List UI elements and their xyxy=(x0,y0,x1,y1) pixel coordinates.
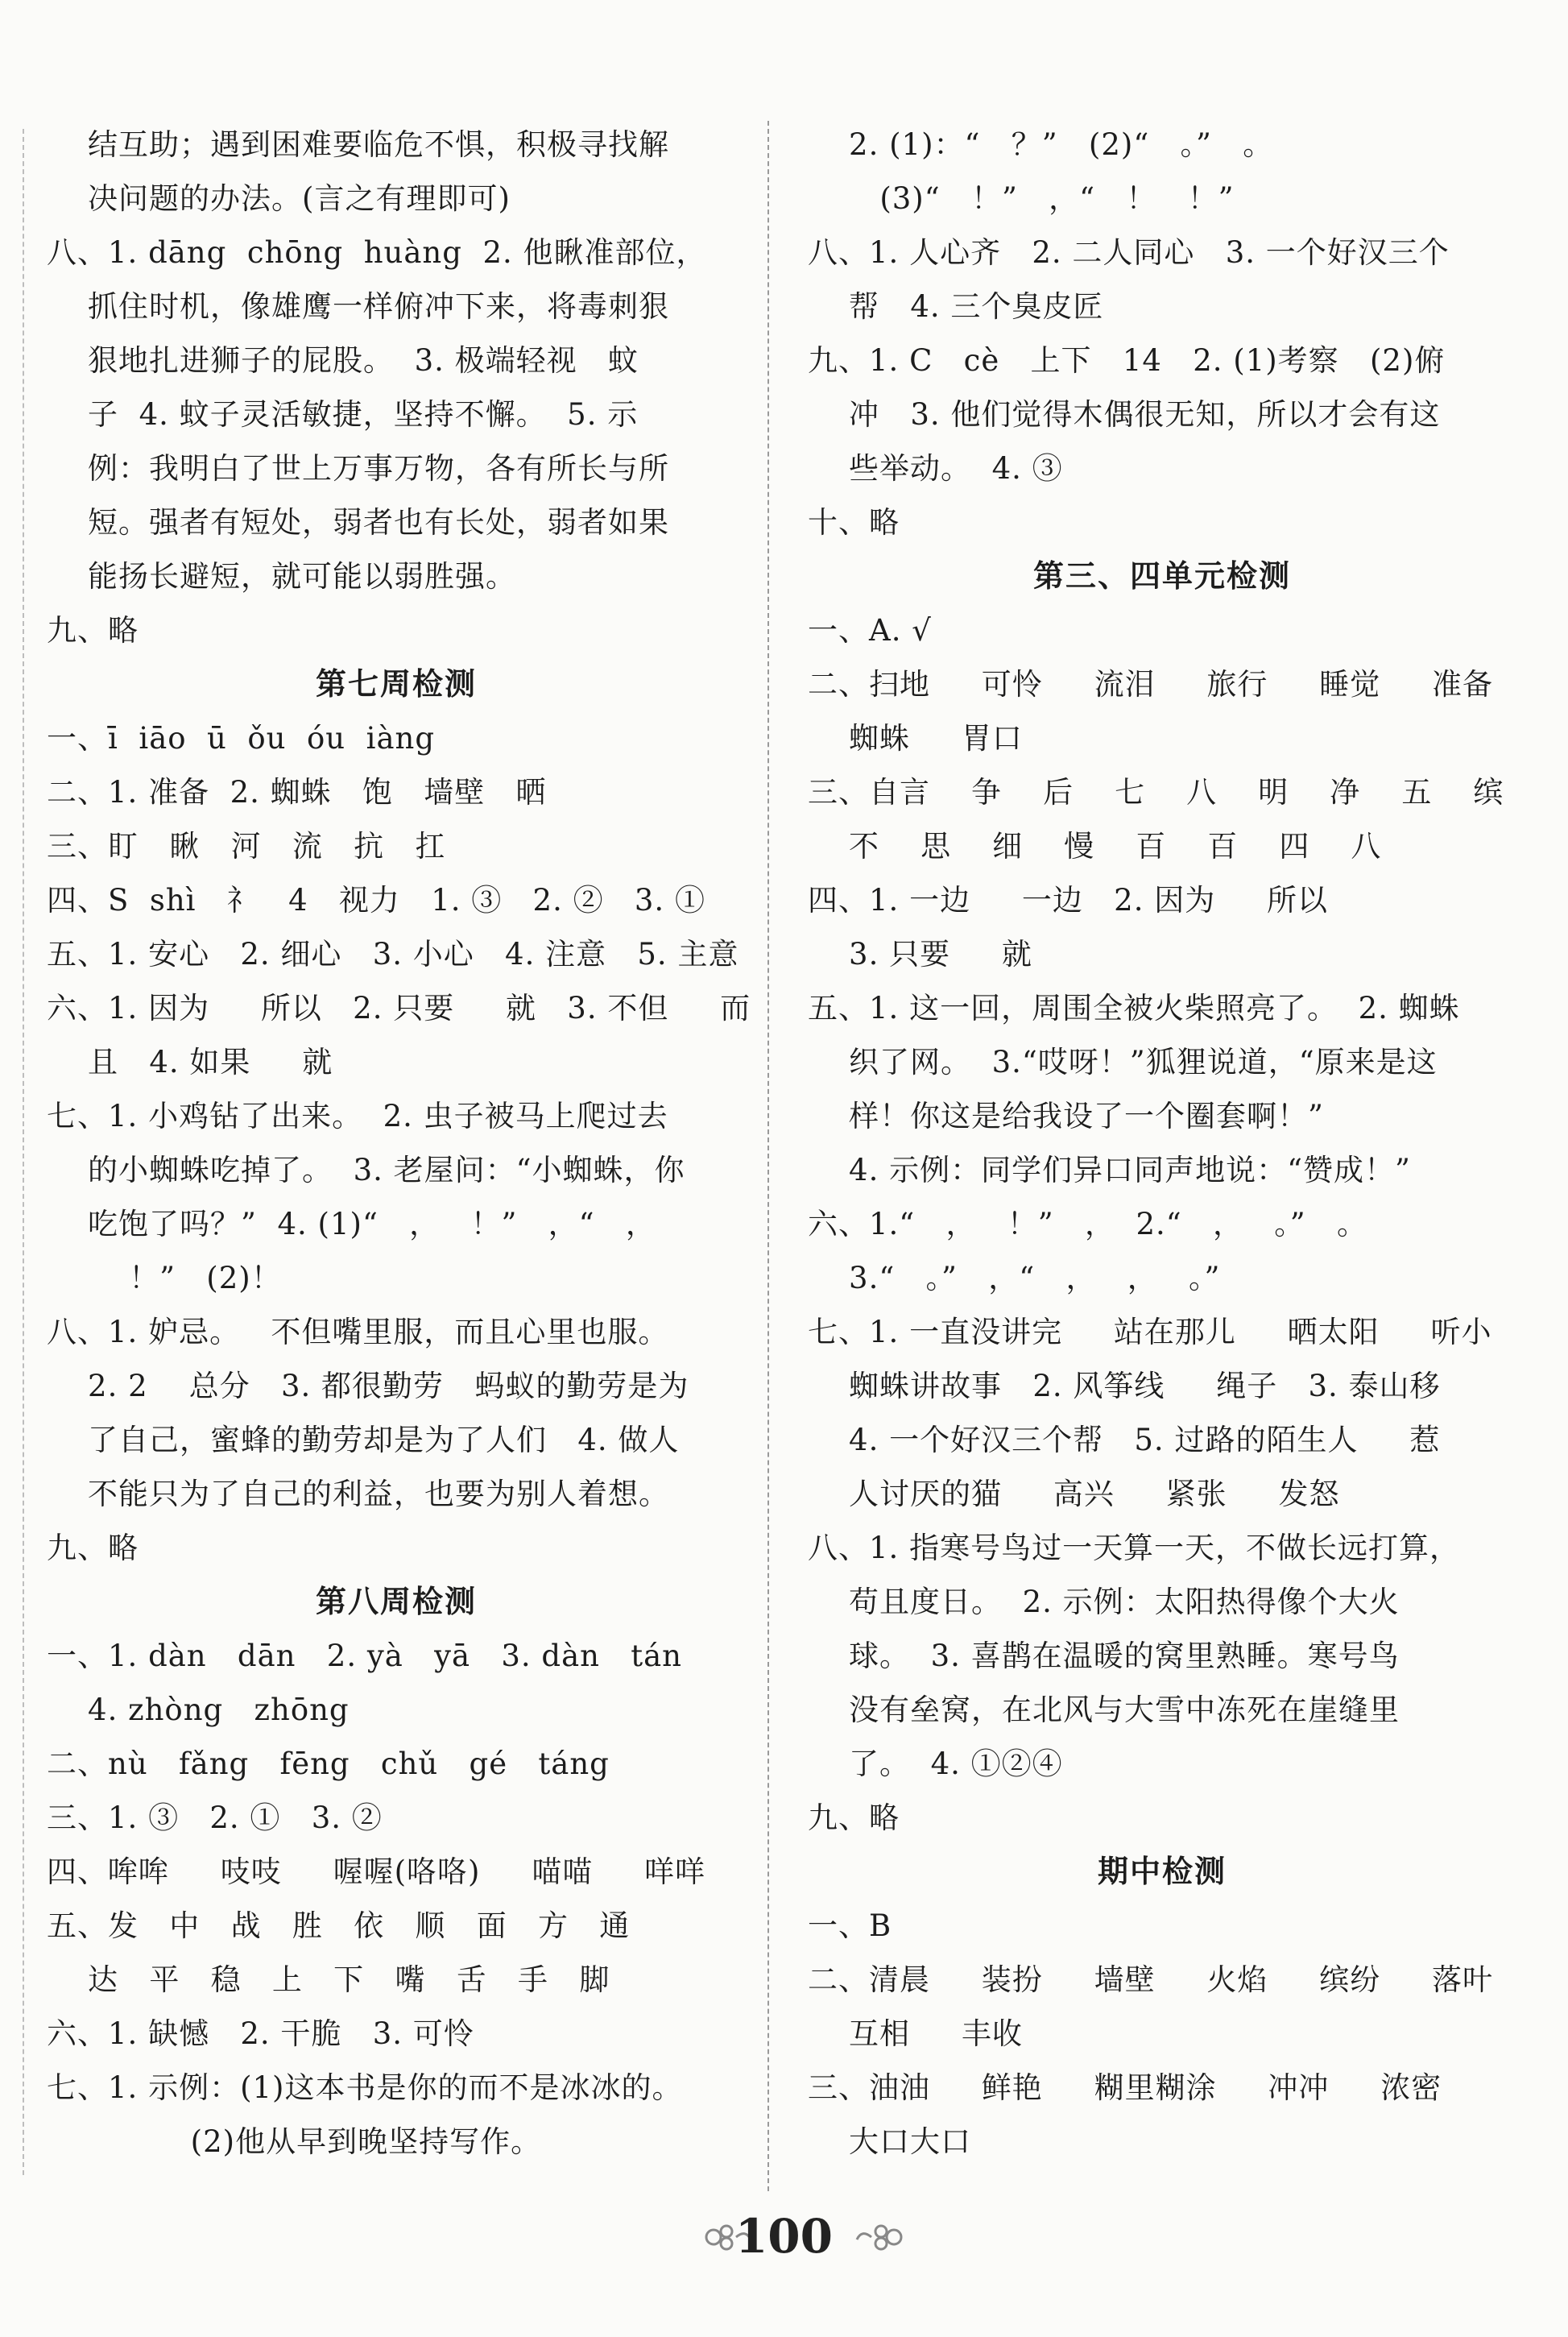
answer-line: 四、1. 一边 一边 2. 因为 所以 xyxy=(808,883,1329,918)
answer-line: 二、清晨 装扮 墙壁 火焰 缤纷 落叶 xyxy=(808,1962,1494,1997)
answer-line: 蜘蛛 胃口 xyxy=(808,721,1023,756)
section-heading: 第八周检测 xyxy=(315,1584,477,1619)
answer-line: 十、略 xyxy=(808,505,900,540)
answer-line: 4. zhòng zhōng xyxy=(47,1693,350,1727)
answer-line: 结互助；遇到困难要临危不惧，积极寻找解 xyxy=(47,127,670,162)
answer-line: 冲 3. 他们觉得木偶很无知，所以才会有这 xyxy=(808,397,1441,432)
answer-line: 人讨厌的猫 高兴 紧张 发怒 xyxy=(808,1477,1340,1511)
binding-margin-line xyxy=(23,129,24,2175)
answer-line: (2)他从早到晚坚持写作。 xyxy=(47,2124,542,2159)
answer-line: 一、ī iāo ū ǒu óu iàng xyxy=(47,721,436,756)
answer-line: 一、1. dàn dān 2. yà yā 3. dàn tán xyxy=(47,1639,683,1673)
answer-line: 了。 4. ①②④ xyxy=(808,1747,1063,1781)
answer-line: 二、nù fǎng fēng chǔ gé táng xyxy=(47,1747,610,1781)
answer-line: 一、B xyxy=(808,1908,892,1943)
answer-line: 织了网。 3.“哎呀！”狐狸说道，“原来是这 xyxy=(808,1045,1438,1079)
answer-line: 2. 2 总分 3. 都很勤劳 蚂蚁的勤劳是为 xyxy=(47,1369,689,1403)
answer-line: 六、1.“ ， ！” ， 2.“ ， 。” 。 xyxy=(808,1207,1367,1241)
answer-line: 的小蜘蛛吃掉了。 3. 老屋问：“小蜘蛛，你 xyxy=(47,1153,685,1187)
answer-line: 一、A. √ xyxy=(808,613,932,648)
answer-line: 决问题的办法。(言之有理即可) xyxy=(47,181,511,216)
answer-line: 能扬长避短，就可能以弱胜强。 xyxy=(47,559,517,594)
answer-line: 蜘蛛讲故事 2. 风筝线 绳子 3. 泰山移 xyxy=(808,1369,1441,1403)
answer-line: 二、扫地 可怜 流泪 旅行 睡觉 准备 xyxy=(808,667,1494,702)
answer-line: 八、1. dāng chōng huàng 2. 他瞅准部位， xyxy=(47,235,707,270)
answer-line: 七、1. 小鸡钻了出来。 2. 虫子被马上爬过去 xyxy=(47,1099,668,1133)
right-answer-column xyxy=(808,118,1516,2169)
answer-line: 八、1. 妒忌。 不但嘴里服，而且心里也服。 xyxy=(47,1315,669,1349)
answer-line: 2. (1)：“ ？” (2)“ 。” 。 xyxy=(808,127,1274,162)
answer-line: 四、S shì 礻 4 视力 1. ③ 2. ② 3. ① xyxy=(47,883,705,918)
answer-line: 例：我明白了世上万事万物，各有所长与所 xyxy=(47,451,670,486)
answer-line: 九、略 xyxy=(47,1531,139,1565)
answer-line: 吃饱了吗？” 4. (1)“ ， ！” ，“ ， xyxy=(47,1207,656,1241)
answer-line: 3.“ 。” ，“ ， ， 。” xyxy=(808,1261,1221,1295)
answer-line: 七、1. 示例：(1)这本书是你的而不是冰冰的。 xyxy=(47,2070,683,2105)
answer-line: 达 平 稳 上 下 嘴 舌 手 脚 xyxy=(47,1962,610,1997)
answer-line: 苟且度日。 2. 示例：太阳热得像个大火 xyxy=(808,1585,1400,1619)
answer-line: ！” (2)！ xyxy=(47,1261,282,1295)
answer-line: 抓住时机，像雄鹰一样俯冲下来，将毒刺狠 xyxy=(47,289,670,324)
answer-line: 样！你这是给我设了一个圈套啊！” xyxy=(808,1099,1324,1133)
answer-line: 五、1. 这一回，周围全被火柴照亮了。 2. 蜘蛛 xyxy=(808,991,1460,1026)
answer-line: 4. 一个好汉三个帮 5. 过路的陌生人 惹 xyxy=(808,1423,1441,1457)
answer-line: 九、略 xyxy=(47,613,139,648)
column-divider xyxy=(767,121,769,2191)
answer-line: 三、自言 争 后 七 八 明 净 五 缤 xyxy=(808,775,1504,810)
answer-line: 大口大口 xyxy=(808,2124,972,2159)
answer-line: (3)“ ！” ，“ ！ ！” xyxy=(808,181,1235,216)
answer-line: 五、发 中 战 胜 依 顺 面 方 通 xyxy=(47,1908,631,1943)
section-heading: 期中检测 xyxy=(1097,1854,1227,1889)
answer-line: 子 4. 蚊子灵活敏捷，坚持不懈。 5. 示 xyxy=(47,397,639,432)
left-answer-column xyxy=(47,118,751,2169)
answer-line: 三、油油 鲜艳 糊里糊涂 冲冲 浓密 xyxy=(808,2070,1442,2105)
answer-line: 二、1. 准备 2. 蜘蛛 饱 墙壁 晒 xyxy=(47,775,547,810)
answer-line: 六、1. 因为 所以 2. 只要 就 3. 不但 而 xyxy=(47,991,751,1026)
answer-line: 三、1. ③ 2. ① 3. ② xyxy=(47,1800,383,1835)
answer-line: 短。强者有短处，弱者也有长处，弱者如果 xyxy=(47,505,670,540)
answer-line: 且 4. 如果 就 xyxy=(47,1045,333,1079)
answer-line: 互相 丰收 xyxy=(808,2016,1023,2051)
answer-line: 不 思 细 慢 百 百 四 八 xyxy=(808,829,1382,864)
answer-line: 三、盯 瞅 河 流 抗 扛 xyxy=(47,829,446,864)
answer-line: 球。 3. 喜鹊在温暖的窝里熟睡。寒号鸟 xyxy=(808,1639,1400,1673)
section-heading: 第三、四单元检测 xyxy=(1032,558,1291,594)
answer-line: 七、1. 一直没讲完 站在那儿 晒太阳 听小 xyxy=(808,1315,1492,1349)
answer-line: 没有垒窝，在北风与大雪中冻死在崖缝里 xyxy=(808,1693,1400,1727)
answer-line: 些举动。 4. ③ xyxy=(808,451,1063,486)
answer-line: 4. 示例：同学们异口同声地说：“赞成！” xyxy=(808,1153,1411,1187)
answer-line: 四、哞哞 吱吱 喔喔(咯咯) 喵喵 咩咩 xyxy=(47,1854,706,1889)
answer-line: 了自己，蜜蜂的勤劳却是为了人们 4. 做人 xyxy=(47,1423,680,1457)
flower-ornament-icon xyxy=(854,2217,910,2257)
answer-line: 五、1. 安心 2. 细心 3. 小心 4. 注意 5. 主意 xyxy=(47,937,739,972)
answer-line: 九、1. C cè 上下 14 2. (1)考察 (2)俯 xyxy=(808,343,1446,378)
answer-line: 八、1. 人心齐 2. 二人同心 3. 一个好汉三个 xyxy=(808,235,1450,270)
answer-line: 3. 只要 就 xyxy=(808,937,1032,972)
answer-line: 不能只为了自己的利益，也要为别人着想。 xyxy=(47,1477,670,1511)
answer-line: 八、1. 指寒号鸟过一天算一天，不做长远打算， xyxy=(808,1531,1461,1565)
section-heading: 第七周检测 xyxy=(315,666,477,702)
answer-line: 九、略 xyxy=(808,1800,900,1835)
answer-line: 狠地扎进狮子的屁股。 3. 极端轻视 蚊 xyxy=(47,343,639,378)
page-number: 100 xyxy=(734,2209,834,2264)
answer-line: 帮 4. 三个臭皮匠 xyxy=(808,289,1104,324)
answer-line: 六、1. 缺憾 2. 干脆 3. 可怜 xyxy=(47,2016,474,2051)
